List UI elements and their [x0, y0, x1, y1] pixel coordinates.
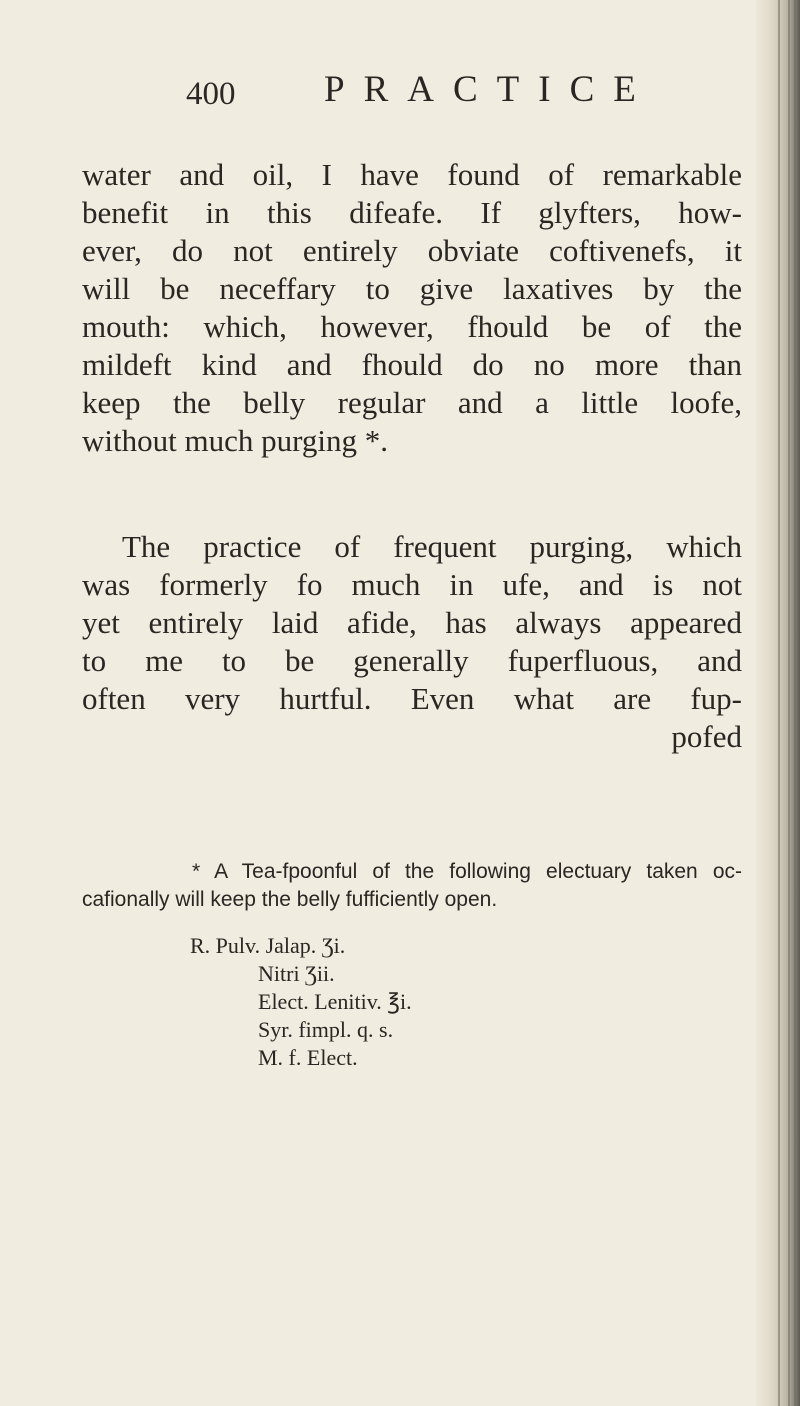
text-line: benefit in this difeafe. If glyfters, how- — [82, 195, 742, 230]
catchword: pofed — [671, 719, 742, 754]
recipe-line: Syr. fimpl. q. s. — [258, 1017, 394, 1042]
text-line: ever, do not entirely obviate coftivenefs, it — [82, 233, 742, 268]
recipe-line: R. Pulv. Jalap. Ʒi. — [190, 933, 346, 958]
text-line: yet entirely laid afide, has always appeared — [82, 605, 742, 640]
text-line: often very hurtful. Even what are fup- — [82, 681, 742, 716]
footnote-line: * A Tea-fpoonful of the following electuary taken oc- — [192, 860, 742, 883]
text-line: was formerly fo much in ufe, and is not — [82, 567, 742, 602]
recipe-line: Nitri Ʒii. — [258, 961, 335, 986]
page-number: 400 — [186, 76, 236, 112]
edge-line — [788, 0, 790, 1406]
footnote-line: cafionally will keep the belly fufficiently open. — [82, 888, 498, 911]
edge-line — [778, 0, 780, 1406]
paragraph-2 — [82, 528, 742, 756]
text-line: water and oil, I have found of remarkable — [82, 157, 742, 192]
text-line: to me to be generally fuperfluous, and — [82, 643, 742, 678]
recipe — [190, 932, 412, 1072]
edge-line — [794, 0, 796, 1406]
running-title: PRACTICE — [324, 69, 655, 110]
recipe-line: M. f. Elect. — [258, 1045, 358, 1070]
text-line: mouth: which, however, fhould be of the — [82, 309, 742, 344]
text-line: without much purging *. — [82, 423, 388, 458]
text-line: will be neceffary to give laxatives by the — [82, 271, 742, 306]
text-line: The practice of frequent purging, which — [122, 529, 742, 564]
text-line: mildeft kind and fhould do no more than — [82, 347, 742, 382]
text-line: keep the belly regular and a little loofe, — [82, 385, 742, 420]
page-edge-shadow — [756, 0, 800, 1406]
footnote — [82, 858, 742, 914]
recipe-line: Elect. Lenitiv. ℥i. — [258, 989, 412, 1014]
paragraph-1 — [82, 156, 742, 460]
